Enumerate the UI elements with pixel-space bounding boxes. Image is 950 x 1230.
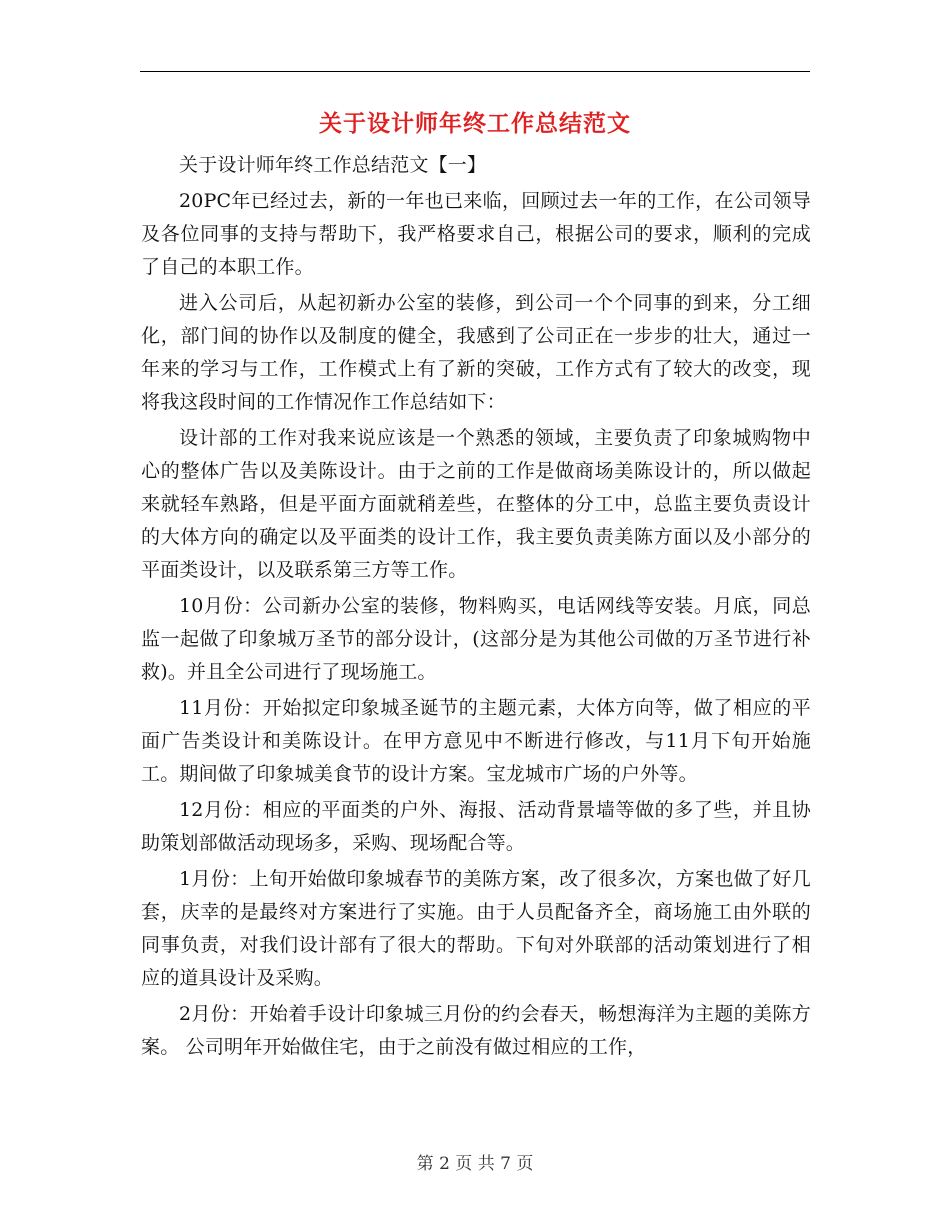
paragraph-february: 2月份：开始着手设计印象城三月份的约会春天，畅想海洋为主题的美陈方案。 公司明年开始做住宅，由于之前没有做过相应的工作，	[141, 1003, 811, 1058]
document-title: 关于设计师年终工作总结范文	[319, 111, 631, 137]
paragraph-intro: 20PC年已经过去，新的一年也已来临，回顾过去一年的工作，在公司领导及各位同事的支持与帮助下，我严格要求自己，根据公司的要求，顺利的完成了自己的本职工作。	[141, 190, 811, 278]
paragraph-section-heading: 关于设计师年终工作总结范文【一】	[179, 154, 487, 176]
header-rule	[140, 71, 810, 72]
paragraph-november: 11月份：开始拟定印象城圣诞节的主题元素，大体方向等，做了相应的平面广告类设计和美陈设计。在甲方意见中不断进行修改，与11月下旬开始施工。期间做了印象城美食节的设计方案。宝龙城市广场的户外等。	[141, 697, 811, 785]
paragraph-company-growth: 进入公司后，从起初新办公室的装修，到公司一个个同事的到来，分工细化，部门间的协作以及制度的健全，我感到了公司正在一步步的壮大，通过一年来的学习与工作，工作模式上有了新的突破，工作方式有了较大的改变，现将我这段时间的工作情况作工作总结如下：	[141, 292, 811, 413]
paragraph-december: 12月份：相应的平面类的户外、海报、活动背景墙等做的多了些，并且协助策划部做活动现场多，采购、现场配合等。	[141, 799, 811, 854]
paragraph-october: 10月份：公司新办公室的装修，物料购买，电话网线等安装。月底，同总监一起做了印象城万圣节的部分设计，(这部分是为其他公司做的万圣节进行补救)。并且全公司进行了现场施工。	[141, 595, 811, 683]
page-number-footer: 第 2 页 共 7 页	[416, 1154, 534, 1174]
paragraph-design-dept: 设计部的工作对我来说应该是一个熟悉的领域，主要负责了印象城购物中心的整体广告以及美陈设计。由于之前的工作是做商场美陈设计的，所以做起来就轻车熟路，但是平面方面就稍差些，在整体的分工中，总监主要负责设计的大体方向的确定以及平面类的设计工作，我主要负责美陈方面以及小部分的平面类设计，以及联系第三方等工作。	[141, 427, 811, 581]
paragraph-january: 1月份：上旬开始做印象城春节的美陈方案，改了很多次，方案也做了好几套，庆幸的是最终对方案进行了实施。由于人员配备齐全，商场施工由外联的同事负责，对我们设计部有了很大的帮助。下旬对外联部的活动策划进行了相应的道具设计及采购。	[141, 868, 811, 989]
document-body	[141, 149, 811, 1064]
